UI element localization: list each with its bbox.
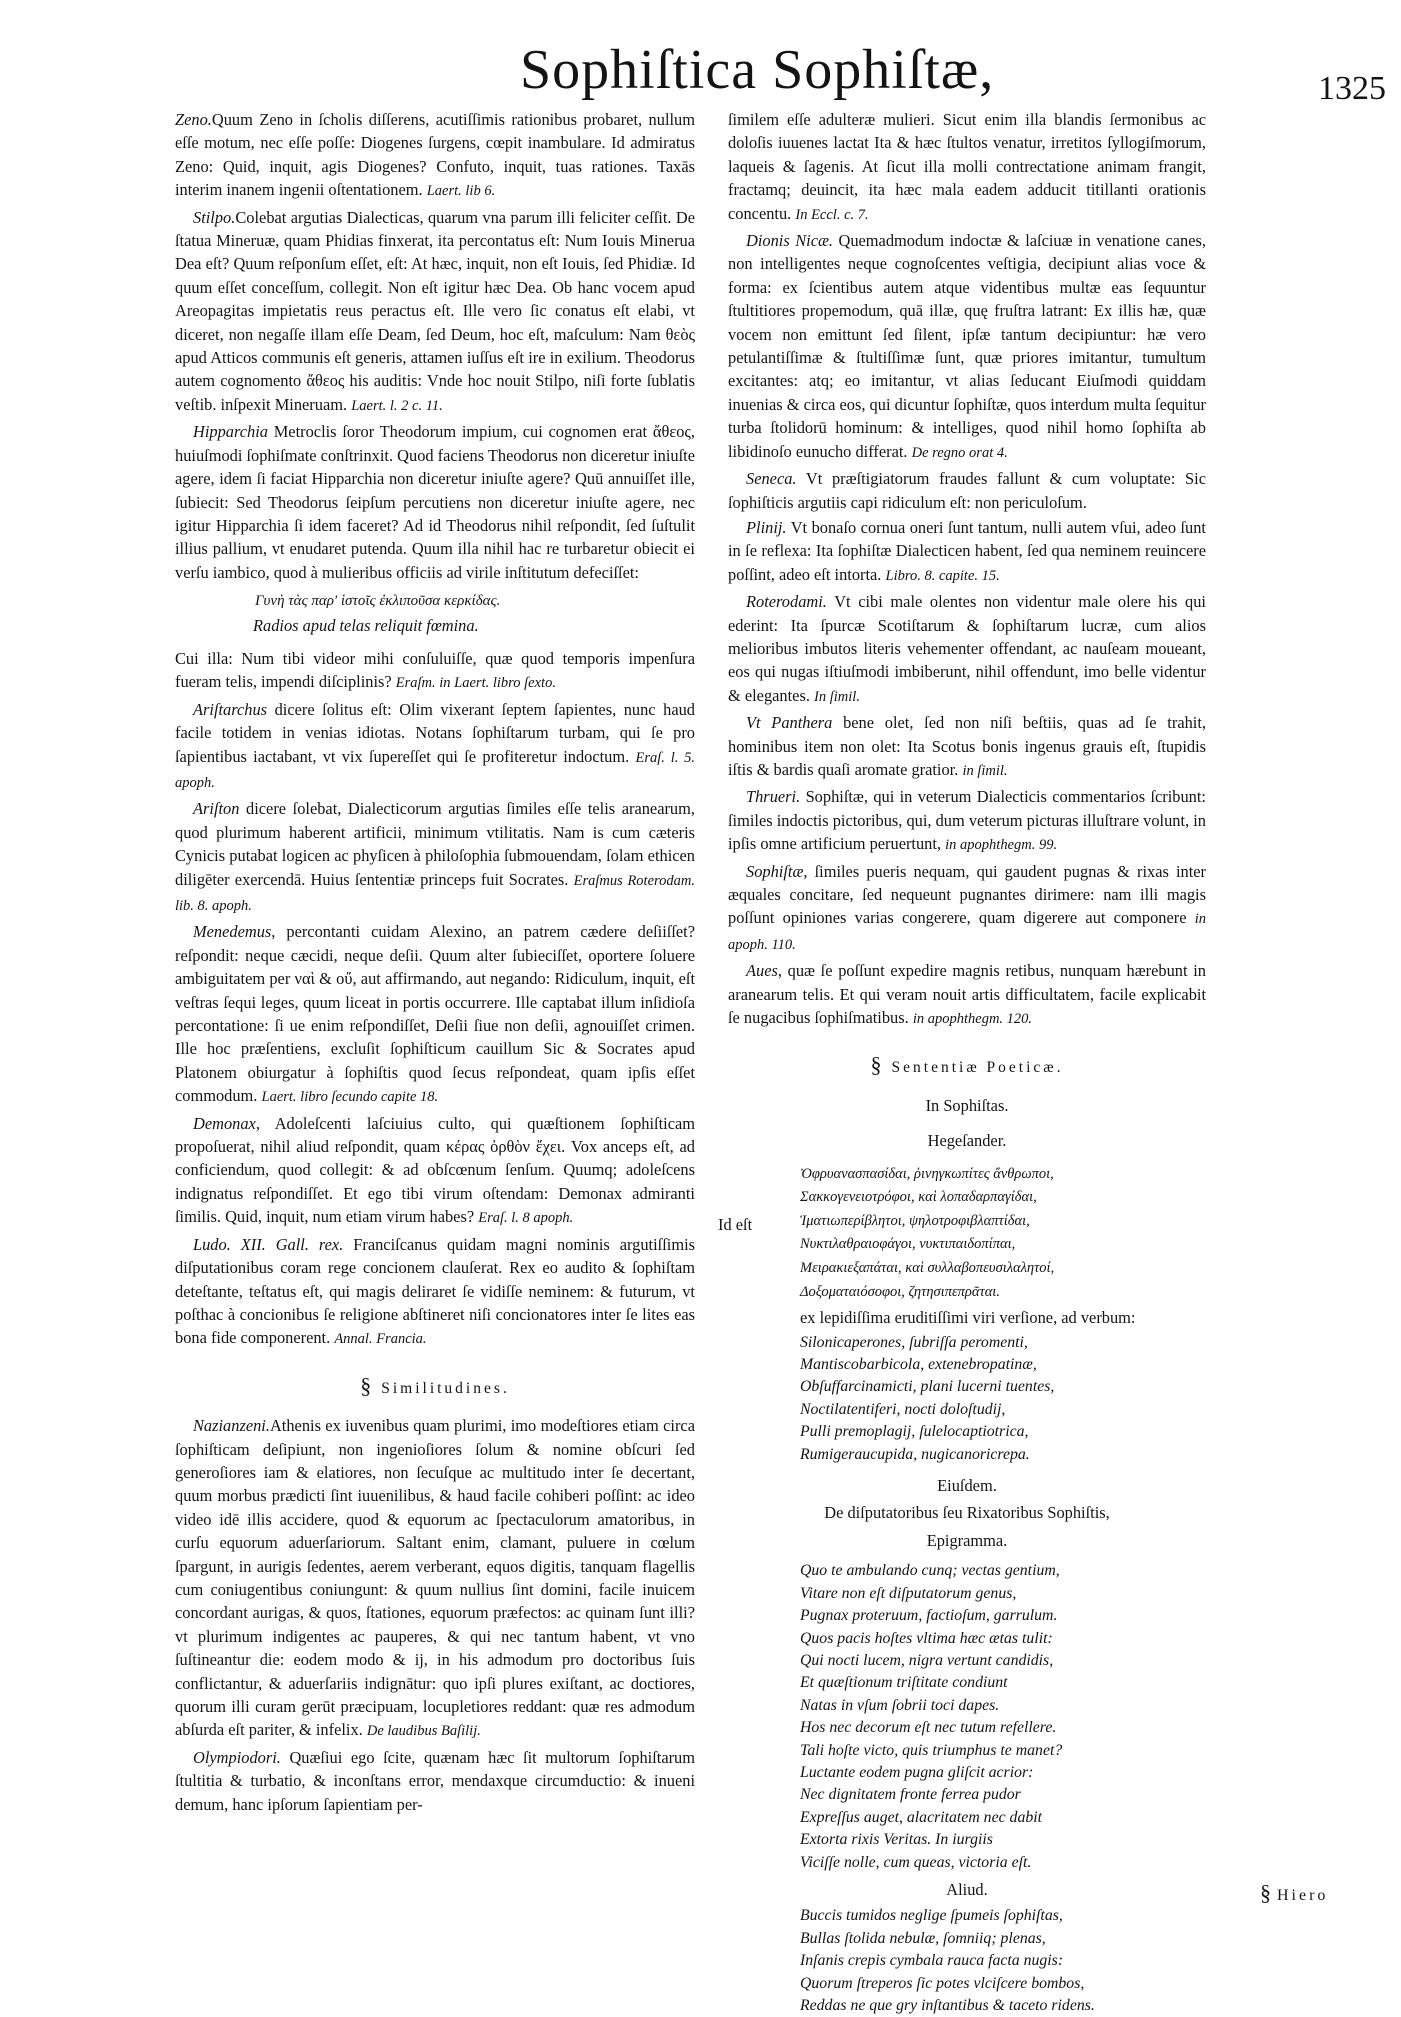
section-heading-similitudines: § Similitudines. (360, 1372, 510, 1398)
entry-hipparchia: Hipparchia Metroclis ſoror Theodorum impium, cui cognomen erat ἄθεος, huiuſmodi ſophiſmate conſtrinxit. Quod faciens Theodorus non diceretur iniuſte agere, idem ſi faciat Hipparchia non diceretur iniuſte agere? Quū annuiſſet ille, ſubiecit: Sed Theodorus ſeipſum percutiens non diceretur iniuſte agere, nec igitur Hipparchia ſi idem faceret? Ad id Theodorus nihil reſpondit, ſed ſuſtulit illius pallium, vt enudaret putenda. Quum illa nihil hac re turbaretur obiecit ei verſu iambico, quod à mulieribus officiis ad virile inſtitutum defeciſſet: (175, 422, 695, 582)
entry-zeno: Zeno.Quum Zeno in ſcholis diſſerens, acutiſſimis rationibus probaret, nullum eſſe motum, nec eſſe poſſe: Diogenes ſurgens, cœpit inambulare. Id admiratus Zeno: Quid, inquit, agis Diogenes? Confuto, inquit, tuas rationes. Taxās interim inanem ingenii oſtentationem. Laert. lib 6. (175, 110, 695, 200)
translation-intro: ex lepidiſſima eruditiſſimi viri verſione, ad verbum: (800, 1308, 1136, 1328)
running-title: Sophiſtica Sophiſtæ, (520, 39, 995, 101)
pilcrow-mark: § (1260, 1880, 1271, 1905)
entry-sophistae: Sophiſtæ, ſimiles pueris nequam, qui gaudent pugnas & rixas inter æquales concitare, ſed nequeunt pugnantes dirimere: nam illi magis poſſunt opiniones varias congerere, quam digerere aut componere in apoph. 110. (728, 861, 1206, 953)
right-column (728, 108, 1206, 2017)
epigram-line: Luctante eodem pugna gliſcit acrior: (800, 1763, 1034, 1781)
subheading-in-sophistas: In Sophiſtas. (925, 1095, 1009, 1115)
greek-verse-line: Ὀφρυανασπασίδαι, ῥινηγκωπίτες ἄνθρωποι, (800, 1165, 1054, 1182)
entry-dio: Dionis Nicæ. Quemadmodum indoctæ & laſciuæ in venatione canes, non intelligentes neque cognoſcentes veſtigia, decipiunt alias voce & forma: ex ſcientibus autem atque videntibus multæ eas ſequuntur ſtultitiores propemodum, quā illæ, quę fruſtra latrant: Ex illis hæ, quæ vocem non emittunt ſed ſilent, ipſæ tantum decipiuntur: hæ vero petulantiſſimæ & ſtultiſſimæ ſunt, quæ priores imitantur, tumultum excitantes: atq; eo imitantur, vt alias ſeducant Eiuſmodi quiddam inuenias & circa eos, qui dicuntur ſophiſtæ, quos interdum multa ſequitur turba ſtolidorū hominum: & intelliges, quod nihil homo ſophiſta ab libidinoſo eunucho differat. De regno orat 4. (728, 231, 1206, 461)
page-number: 1325 (1318, 70, 1386, 107)
epigram-line: Quos pacis hoſtes vltima hæc ætas tulit: (800, 1629, 1053, 1647)
entry-reply: Cui illa: Num tibi videor mihi conſuluiſſe, quæ quod temporis impenſura fueram telis, impendi diſciplinis? Eraſm. in Laert. libro ſexto. (175, 648, 695, 692)
heading-aliud: Aliud. (946, 1879, 988, 1899)
epigram-line: Nec dignitatem fronte ferrea pudor (800, 1786, 1021, 1804)
epigram-line: Qui nocti lucem, nigra vertunt candidis, (800, 1651, 1054, 1669)
entry-ariston: Ariſton dicere ſolebat, Dialecticorum argutias ſimiles eſſe telis aranearum, quod plurimum haberent artificii, minimum vtilitatis. Nam is cum cæteris Cynicis putabat logicen ac phyſicen à philoſophia ſubmouendam, ſolam ethicen diligēter exercendā. Huius ſententiæ princeps fuit Socrates. Eraſmus Roterodam. lib. 8. apoph. (175, 799, 695, 914)
epigram-line: Quo te ambulando cunq; vectas gentium, (800, 1562, 1060, 1580)
epigram-line: Hos nec decorum eſt nec tutum refellere. (800, 1719, 1057, 1737)
section-heading-sententiae: § Sententiæ Poeticæ. (870, 1052, 1064, 1078)
epigram-line: Vitare non eſt diſputatorum genus, (800, 1584, 1017, 1602)
margin-id-est: Id eſt (718, 1215, 753, 1234)
pilcrow-mark: § (360, 1372, 372, 1398)
latin-verse-line: Noctilatentiferi, nocti doloſtudij, (800, 1400, 1006, 1418)
entry-thruerus: Thrueri. Sophiſtæ, qui in veterum Dialecticis commentarios ſcribunt: ſimiles indoctis pictoribus, qui, dum veterum picturas illuſtrare volunt, in ipſis omne artificium peruertunt, in apophthegm. 99. (728, 787, 1206, 854)
epigram-line: Natas in vſum ſobrii toci dapes. (800, 1696, 1000, 1714)
epigram-block (728, 1560, 1206, 1874)
latin-verse-line: Silonicaperones, ſubriſſa peromenti, (800, 1333, 1028, 1351)
epigram-line: Tali hoſte victo, quis triumphus te manet? (800, 1741, 1063, 1759)
latin-verse-line: Obſuffarcinamicti, plani lucerni tuentes, (800, 1378, 1055, 1396)
epigram-line: Pugnax proteruum, factioſum, garrulum. (800, 1607, 1058, 1625)
entry-nazianzen: Nazianzeni.Athenis ex iuvenibus quam plurimi, imo modeſtiores etiam circa ſophiſticam deſipiunt, non ingenioſiores ſolum & nomine obſcuri ſed generoſiores iam & elatiores, non ſecuſque ac multitudo inter ſe decertant, quum morbus prædicti ſint iuuenilibus, & haud facile cohiberi poſſint: ac ideo video idē illis accidere, quod & equorum ac ſpectaculorum amatoribus, in curſu equorum aduerſariorum. Saltant enim, clamant, puluere in cœlum ſpargunt, in aurigis ſedentes, aerem verberant, equos digitis, tanquam flagellis cum coniugentibus coniungunt: & quum nullius ſint domini, facile inuicem concordant aurigas, & quos, ſtationes, equorum præfectos: ac quinam ſunt illi? vt plurimum indigentes ac pauperes, & qui nec tantum habent, vt vno ſuſtineantur die: eodem modo & ij, in his admodum pro doctoribus ſuis conflictantur, & aduerſariis indignātur: quo ipſi plures exiſtant, ac doctiores, quorum illi curam gerūt præcipuam, locupletiores reddant: quæ res admodum abſurda eſt pariter, & infelix. De laudibus Baſilij. (175, 1416, 695, 1740)
aliud-line: Quorum ſtreperos ſic potes vlciſcere bombos, (800, 1974, 1085, 1992)
aliud-line: Reddas ne que gry inſtantibus & taceto ridens. (800, 1997, 1095, 2014)
catchword: § Hiero (1260, 1880, 1329, 1905)
entry-aristarchus: Ariſtarchus dicere ſolitus eſt: Olim vixerant ſeptem ſapientes, nunc haud facile totidem in venias idiotas. Notans ſophiſtarum turbam, qui ſe pro ſapientibus iactabant, vt vix ſupereſſet qui ſe profiteretur indoctum. Eraſ. l. 5. apoph. (175, 699, 696, 791)
column-gutter (708, 108, 709, 1898)
entry-olympiodorus: Olympiodori. Quæſiui ego ſcite, quænam hæc ſit multorum ſophiſtarum ſtultitia & turbatio, & inconſtans error, mendaxque circumductio: & inueni demum, hanc ipſorum ſapientiam per- (175, 1747, 695, 1814)
heading-epigramma: Epigramma. (926, 1530, 1008, 1550)
entry-demonax: Demonax, Adoleſcenti laſciuius culto, qui quæſtionem ſophiſticam propoſuerat, nihil aliud reſpondit, quam κέρας ὀρθὸν ἔχει. Vox anceps eſt, ad conficiendum, quod collegit: & ad obſcœnum ſenſum. Quumq; adoleſcens indignatus reſpondiſſet. Et ego tibi virum oſtendam: Demonax admiranti ſimilis. Quid, inquit, num etiam virum habes? Eraſ. l. 8 apoph. (175, 1113, 695, 1227)
heading-eiusdem: Eiuſdem. (937, 1476, 997, 1496)
pilcrow-mark: § (870, 1052, 882, 1078)
greek-verse-line: Δοξοματαιόσοφοι, ζητησιπεπρᾶται. (800, 1283, 1000, 1300)
epigram-line: Extorta rixis Veritas. In iurgiis (800, 1831, 993, 1849)
aliud-block (728, 1905, 1206, 2017)
entry-ludovicus: Ludo. XII. Gall. rex. Franciſcanus quidam magni nominis argutiſſimis diſputationibus coram rege concionem clauſerat. Rex eo audito & ſophiſtam deteſtante, teſtatus eſt, qui magis deliraret ſe vidiſſe neminem: & futurum, vt poſthac à concionibus ſe religione abſtineret niſi concionatores inter ſe lites eas bona fide componerent. Annal. Francia. (175, 1234, 696, 1348)
latin-verse-line: Rumigeraucupida, nugicanoricrepa. (800, 1445, 1030, 1463)
greek-verse-line: Νυκτιλαθραιοφάγοι, νυκτιπαιδοπίπαι, (800, 1236, 1016, 1253)
latin-verse-line: Pulli premoplagij, ſulelocaptiotrica, (800, 1423, 1029, 1441)
aliud-line: Buccis tumidos neglige ſpumeis ſophiſtas, (800, 1907, 1063, 1925)
left-column (175, 108, 695, 1818)
greek-quote: Γυνὴ τὰς παρ' ἱστοῖς ἐκλιποῦσα κερκίδας. (255, 593, 501, 610)
author-hegesander: Hegeſander. (927, 1131, 1007, 1151)
entry-stilpo: Stilpo.Colebat argutias Dialecticas, quarum vna parum illi feliciter ceſſit. De ſtatua Mineruæ, quam Phidias finxerat, ita percontatus eſt: Num Iouis Minerua Dea eſt? Quum reſponſum eſſet, eſt: At hæc, inquit, non eſt Iouis, ſed Phidiæ. Id quum eſſet conceſſum, collegit. Non eſt igitur hæc Dea. Ob hanc vocem apud Areopagitas impietatis reus peractus eſt. Ille vero ſic conatus eſt elabi, vt diceret, non negaſſe illam eſſe Deam, ſed Deum, hoc eſt, maſculum: Nam θεὸς apud Atticos communis eſt generis, attamen iuſſus eſt ire in exilium. Theodorus autem cognomento ἄθεος his auditis: Vnde hoc nouit Stilpo, niſi forte ſublatis veſtib. inſpexit Mineruam. Laert. l. 2 c. 11. (175, 207, 695, 414)
latin-verse-line: Mantiscobarbicola, extenebropatinæ, (800, 1356, 1037, 1374)
greek-verse-line: Ἱματιωπερίβλητοι, ψηλοτροφιβλαπτίδαι, (800, 1212, 1030, 1229)
latin-quote: Radios apud telas reliquit fœmina. (253, 615, 479, 635)
greek-verse-line: Μειρακιεξαπάται, καὶ συλλαβοπευσιλαλητοί, (800, 1260, 1055, 1277)
epigram-line: Et quæſtionum triſtitate condiunt (800, 1674, 1008, 1692)
epigram-line: Viciſſe nolle, cum queas, victoria eſt. (800, 1853, 1032, 1871)
latin-verse-block (728, 1332, 1206, 1466)
entry-aues: Aues, quæ ſe poſſunt expedire magnis retibus, nunquam hærebunt in aranearum telis. Et qui veram nouit artis difficultatem, facile explicabit ſe nugacibus ſophiſmatibus. in apophthegm. 120. (728, 961, 1206, 1028)
entry-panthera: Vt Panthera bene olet, ſed non niſi beſtiis, quas ad ſe trahit, hominibus item non olet: Ita Scotus bonis ingenus grauis eſt, ſtupidis iſtis & bardis quaſi aromate gratior. in ſimil. (728, 713, 1206, 779)
entry-seneca: Seneca. Vt præſtigiatorum fraudes fallunt & cum voluptate: Sic ſophiſticis argutiis capi ridiculum eſt: non periculoſum. (728, 469, 1206, 512)
epigram-line: Expreſſus auget, alacritatem nec dabit (800, 1808, 1043, 1826)
greek-verse-line: Σακκογενειοτρόφοι, καὶ λοπαδαρπαγίδαι, (800, 1189, 1037, 1206)
entry-roterodamus: Roterodami. Vt cibi male olentes non videntur male olere his qui ederint: Ita ſpurcæ Scotiſtarum & ſophiſtarum lucræ, cum alios melioribus imbutos literis vehementer offendant, ac nauſeam moueant, eos qui nugas iſtiuſmodi imbiberunt, nihil offendunt, imo belle videntur & elegantes. In ſimil. (728, 592, 1206, 705)
aliud-line: Bullas ſtolida nebulæ, ſomniiq; plenas, (800, 1929, 1046, 1947)
greek-verse-block (728, 1163, 1206, 1305)
entry-plinius: Plinij. Vt bonaſo cornua oneri ſunt tantum, nulli autem vſui, adeo ſunt in ſe reflexa: Ita ſophiſtæ Dialecticen habent, ſed qua neminem reuincere poſſint, adeo eſt intorta. Libro. 8. capite. 15. (728, 517, 1206, 584)
entry-adultera: ſimilem eſſe adulteræ mulieri. Sicut enim illa blandis ſermonibus ac doloſis iuuenes lactat Ita & hæc ſtultos venatur, irretitos ſyllogiſmorum, laqueis & ſagenis. At ſicut illa molli contrectatione animam frangit, fractamq; deuincit, ita hæc mala eadem adducit titillanti orationis concentu. In Eccl. c. 7. (728, 110, 1206, 223)
aliud-line: Inſanis crepis cymbala rauca facta nugis: (800, 1952, 1064, 1970)
entry-menedemus: Menedemus, percontanti cuidam Alexino, an patrem cædere deſiiſſet? reſpondit: neque cæcidi, neque deſii. Quum alter ſubieciſſet, oportere ſoluere ambiguitatem per ναὶ & οὔ, aut affirmando, aut negando: Ridiculum, inquit, eſt veſtras ſequi leges, quum liceat in portis occurrere. Ille captabat illum inſidioſa percontatione: ſi ue enim reſpondiſſet, Deſii ſiue non deſii, agnouiſſet crimen. Ille hoc præſentiens, excluſit ſophiſticum cauillum Sic & Socrates apud Platonem obiurgatur à ſophiſtis quod ſecus reſpondeat, quam ipſis eſſet commodum. Laert. libro ſecundo capite 18. (175, 922, 695, 1106)
heading-de-disputatoribus: De diſputatoribus ſeu Rixatoribus Sophiſtis, (824, 1503, 1110, 1523)
